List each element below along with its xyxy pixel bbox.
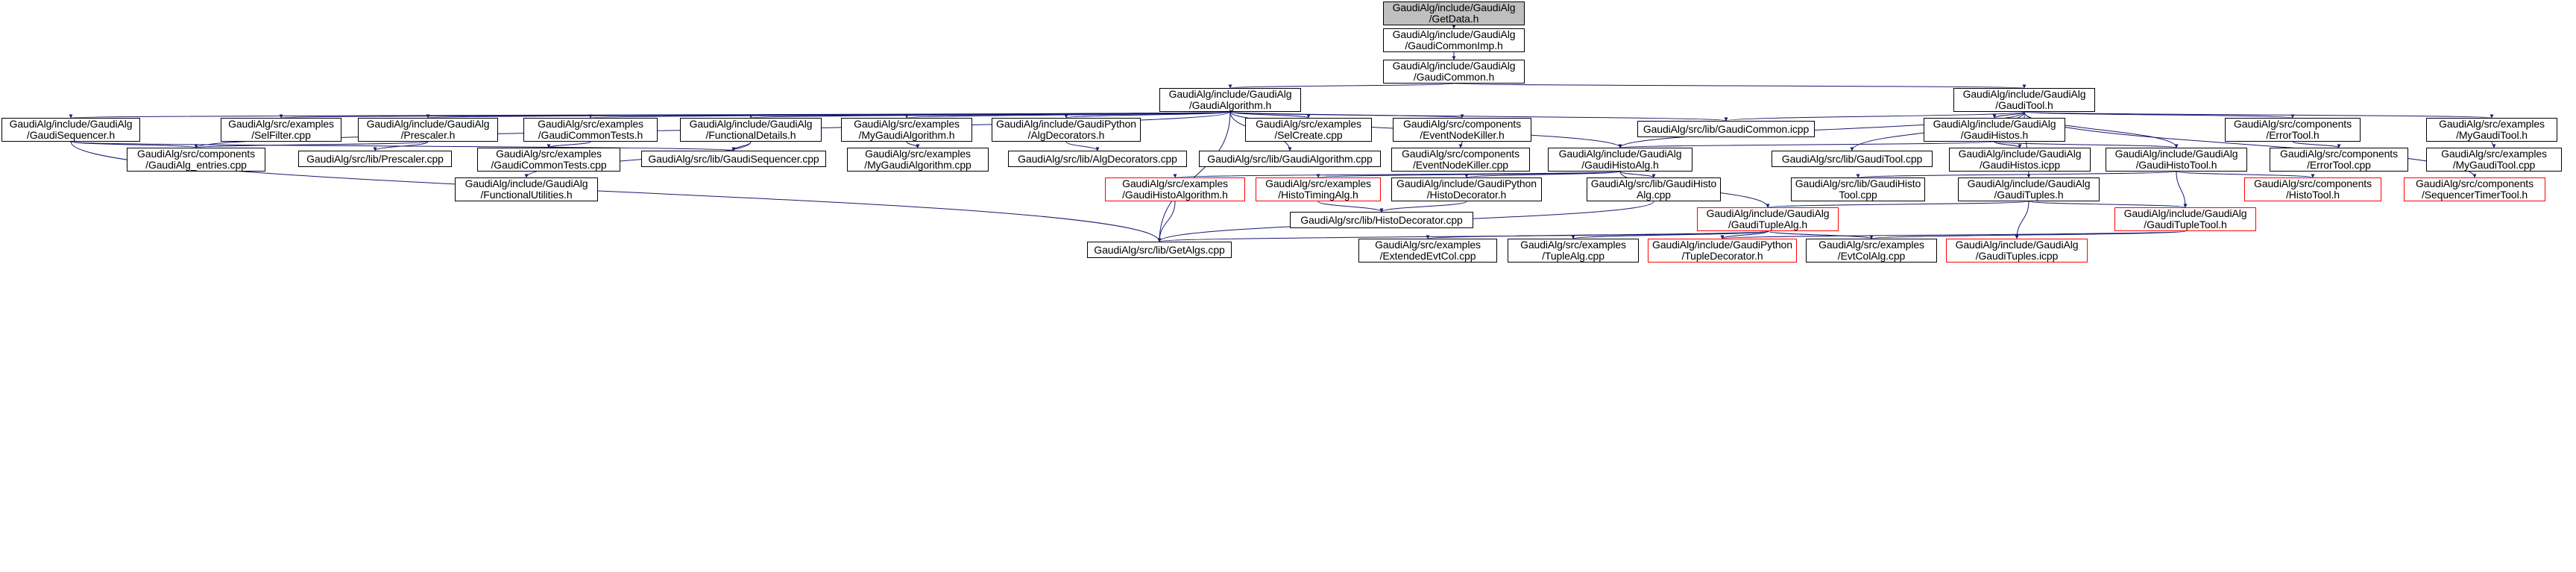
graph-node-label: GaudiAlg/src/components [1401, 148, 1520, 160]
graph-node-label: GaudiAlg/src/examples [1256, 118, 1361, 130]
graph-node-label: /FunctionalUtilities.h [480, 189, 573, 201]
graph-node-label: /SelCreate.cpp [1274, 129, 1343, 141]
graph-node-label: GaudiAlg/src/examples [538, 118, 643, 130]
graph-node[interactable] [1245, 118, 1372, 142]
graph-node[interactable] [2270, 148, 2408, 172]
graph-node-label: GaudiAlg/src/examples [496, 148, 602, 160]
graph-node[interactable] [1772, 151, 1933, 167]
graph-node-label: /GaudiCommonTests.h [538, 129, 643, 141]
graph-node-label: GaudiAlg/include/GaudiAlg [465, 177, 588, 189]
graph-node-label: /HistoDecorator.h [1426, 189, 1507, 201]
graph-node-label: GaudiAlg/include/GaudiAlg [1558, 148, 1682, 160]
graph-node-label: GaudiAlg/src/components [136, 148, 255, 160]
graph-node-label: GaudiAlg/src/lib/GaudiAlgorithm.cpp [1207, 152, 1373, 165]
graph-node-label: GaudiAlg/include/GaudiPython [1652, 239, 1792, 251]
graph-node-label: Tool.cpp [1839, 189, 1877, 201]
graph-node-label: /EvtColAlg.cpp [1837, 250, 1906, 262]
graph-node-label: GaudiAlg/include/GaudiAlg [1958, 148, 2082, 160]
graph-node-label: /GaudiAlgorithm.h [1188, 99, 1272, 111]
graph-node-label: GaudiAlg/include/GaudiAlg [1392, 60, 1516, 72]
graph-node[interactable] [1383, 60, 1525, 84]
graph-node[interactable] [221, 118, 341, 142]
graph-node[interactable] [1358, 239, 1497, 263]
graph-node[interactable] [1697, 207, 1839, 231]
graph-node-label: GaudiAlg/include/GaudiPython [996, 118, 1136, 130]
graph-node-label: /GaudiSequencer.h [26, 129, 116, 141]
graph-node[interactable] [2244, 177, 2381, 201]
graph-node[interactable] [1087, 242, 1232, 258]
graph-node-label: Alg.cpp [1637, 189, 1671, 201]
graph-node-label: GaudiAlg/include/GaudiAlg [1168, 88, 1292, 100]
graph-node[interactable] [455, 177, 598, 201]
graph-node[interactable] [1548, 148, 1692, 172]
graph-node-label: GaudiAlg/include/GaudiAlg [1962, 88, 2086, 100]
graph-node-label: /GaudiHistoAlg.h [1581, 159, 1659, 171]
graph-node-label: /GaudiTupleTool.h [2144, 219, 2227, 230]
graph-node[interactable] [523, 118, 658, 142]
graph-node-label: /GaudiAlg_entries.cpp [145, 159, 247, 171]
graph-node[interactable] [1806, 239, 1937, 263]
graph-node[interactable] [1, 118, 140, 142]
graph-node-label: /MyGaudiTool.cpp [2452, 159, 2536, 171]
graph-node-label: GaudiAlg/include/GaudiAlg [689, 118, 813, 130]
graph-node[interactable] [1924, 118, 2065, 142]
graph-node[interactable] [1008, 151, 1187, 167]
graph-node[interactable] [1159, 88, 1301, 112]
graph-node[interactable] [1199, 151, 1381, 167]
graph-node[interactable] [358, 118, 498, 142]
graph-node-label: GaudiAlg/src/examples [865, 148, 971, 160]
graph-node-label: /MyGaudiTool.h [2456, 129, 2528, 141]
graph-node-label: GaudiAlg/include/GaudiAlg [9, 118, 133, 130]
graph-node-label: /EventNodeKiller.h [1420, 129, 1505, 141]
graph-node[interactable] [1393, 118, 1531, 142]
graph-node-label: GaudiAlg/src/lib/GaudiCommon.icpp [1643, 122, 1810, 135]
graph-node-label: GaudiAlg/src/components [1402, 118, 1521, 130]
graph-node-label: GaudiAlg/include/GaudiAlg [366, 118, 490, 130]
graph-node-label: GaudiAlg/src/examples [1520, 239, 1626, 251]
graph-node-label: GaudiAlg/include/GaudiAlg [1967, 177, 2091, 189]
graph-node-label: GaudiAlg/src/lib/HistoDecorator.cpp [1300, 213, 1463, 226]
graph-node[interactable] [1946, 239, 2088, 263]
graph-node[interactable] [1648, 239, 1797, 263]
graph-node-label: GaudiAlg/src/examples [2439, 118, 2545, 130]
graph-node-label: /HistoTimingAlg.h [1278, 189, 1358, 201]
graph-node-label: /SequencerTimerTool.h [2421, 189, 2528, 201]
graph-node[interactable] [1587, 177, 1721, 201]
graph-node[interactable] [1637, 121, 1815, 137]
graph-node-label: GaudiAlg/src/examples [2441, 148, 2547, 160]
graph-node[interactable] [1391, 177, 1542, 201]
graph-node[interactable] [2404, 177, 2545, 201]
graph-node-label: GaudiAlg/src/lib/AlgDecorators.cpp [1018, 152, 1177, 165]
graph-node-label: GaudiAlg/src/examples [1122, 177, 1228, 189]
graph-node-label: GaudiAlg/src/examples [1265, 177, 1371, 189]
graph-node-label: /SelFilter.cpp [251, 129, 311, 141]
graph-node-label: /ErrorTool.cpp [2307, 159, 2371, 171]
graph-node-label: /GaudiHistos.h [1960, 129, 2029, 141]
graph-node-label: /GaudiCommon.h [1413, 71, 1495, 83]
graph-node-label: GaudiAlg/include/GaudiAlg [1933, 118, 2056, 130]
graph-node[interactable] [1508, 239, 1639, 263]
graph-node-label: /GaudiCommonTests.cpp [491, 159, 607, 171]
graph-node-label: /GaudiTool.h [1995, 99, 2053, 111]
graph-node-label: /Prescaler.h [400, 129, 456, 141]
graph-node-label: GaudiAlg/include/GaudiPython [1396, 177, 1537, 189]
graph-node[interactable] [1958, 177, 2100, 201]
graph-node-label: GaudiAlg/src/examples [228, 118, 334, 130]
graph-node-label: GaudiAlg/src/lib/GaudiHisto [1795, 177, 1921, 189]
graph-node[interactable] [2106, 148, 2247, 172]
graph-node[interactable] [2426, 148, 2562, 172]
graph-node-label: GaudiAlg/src/components [2233, 118, 2352, 130]
graph-node-label: GaudiAlg/src/components [2279, 148, 2398, 160]
graph-node-label: /AlgDecorators.h [1027, 129, 1105, 141]
graph-node-label: /GaudiHistos.icpp [1979, 159, 2061, 171]
graph-node[interactable] [1791, 177, 1925, 201]
graph-node-label: /ErrorTool.h [2266, 129, 2320, 141]
graph-node[interactable] [1949, 148, 2091, 172]
graph-node[interactable] [641, 151, 826, 167]
graph-node-label: GaudiAlg/include/GaudiAlg [2114, 148, 2238, 160]
graph-node-label: /GaudiTupleAlg.h [1728, 219, 1808, 230]
graph-node[interactable] [992, 118, 1141, 142]
graph-node-label: /MyGaudiAlgorithm.cpp [864, 159, 971, 171]
graph-node-label: /GaudiHistoAlgorithm.h [1122, 189, 1228, 201]
graph-node-label: GaudiAlg/src/lib/GetAlgs.cpp [1094, 243, 1225, 256]
graph-node[interactable] [1383, 1, 1525, 25]
graph-node-label: GaudiAlg/include/GaudiAlg [1955, 239, 2079, 251]
graph-node[interactable] [1105, 177, 1245, 201]
graph-node[interactable] [127, 148, 265, 172]
graph-node[interactable] [680, 118, 822, 142]
graph-node-label: GaudiAlg/src/lib/GaudiHisto [1590, 177, 1717, 189]
graph-node-label: /HistoTool.h [2286, 189, 2340, 201]
graph-node-label: /EventNodeKiller.cpp [1413, 159, 1508, 171]
graph-node-label: /ExtendedEvtCol.cpp [1379, 250, 1476, 262]
graph-node-label: GaudiAlg/include/GaudiAlg [1706, 207, 1830, 219]
graph-node-label: /TupleAlg.cpp [1542, 250, 1605, 262]
graph-node[interactable] [2114, 207, 2256, 231]
graph-node[interactable] [1391, 148, 1530, 172]
graph-node-label: /TupleDecorator.h [1681, 250, 1763, 262]
graph-node[interactable] [2426, 118, 2557, 142]
graph-node[interactable] [841, 118, 972, 142]
graph-node[interactable] [2225, 118, 2361, 142]
graph-node-label: GaudiAlg/include/GaudiAlg [1392, 1, 1516, 13]
graph-node-label: /GaudiTuples.h [1994, 189, 2064, 201]
graph-node-label: GaudiAlg/src/lib/Prescaler.cpp [306, 152, 444, 165]
graph-node-label: GaudiAlg/src/examples [1375, 239, 1481, 251]
graph-node[interactable] [1383, 28, 1525, 52]
graph-node-label: /GaudiCommonImp.h [1405, 40, 1503, 51]
graph-node[interactable] [847, 148, 989, 172]
graph-node-label: /FunctionalDetails.h [705, 129, 796, 141]
graph-node-label: GaudiAlg/include/GaudiAlg [2123, 207, 2247, 219]
graph-node[interactable] [477, 148, 620, 172]
graph-node-label: /GaudiHistoTool.h [2135, 159, 2217, 171]
graph-node-label: /GaudiTuples.icpp [1975, 250, 2059, 262]
graph-node-label: GaudiAlg/src/components [2415, 177, 2534, 189]
graph-node-label: GaudiAlg/src/components [2253, 177, 2372, 189]
graph-node-label: GaudiAlg/include/GaudiAlg [1392, 28, 1516, 40]
graph-node[interactable] [298, 151, 452, 167]
graph-node[interactable] [1953, 88, 2095, 112]
graph-node-label: /MyGaudiAlgorithm.h [858, 129, 955, 141]
graph-node[interactable] [1290, 212, 1473, 228]
graph-node-label: GaudiAlg/src/examples [1818, 239, 1924, 251]
graph-node[interactable] [1256, 177, 1381, 201]
graph-node-label: /GetData.h [1429, 13, 1479, 25]
graph-node-label: GaudiAlg/src/lib/GaudiSequencer.cpp [648, 152, 819, 165]
graph-node-label: GaudiAlg/src/lib/GaudiTool.cpp [1781, 152, 1923, 165]
graph-node-label: GaudiAlg/src/examples [854, 118, 960, 130]
